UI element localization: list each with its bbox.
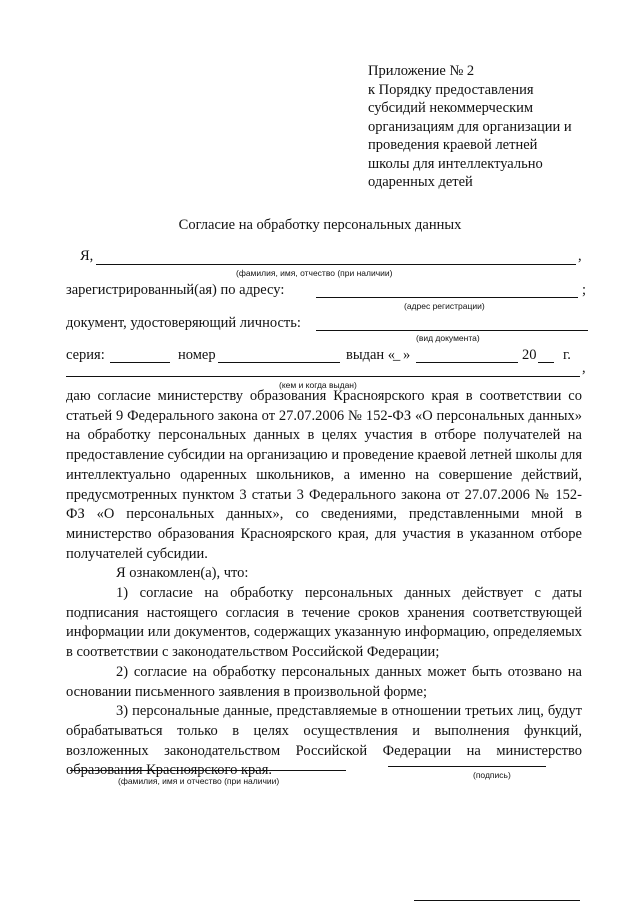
registered-label: зарегистрированный(ая) по адресу: xyxy=(66,282,285,298)
appendix-line: к Порядку предоставления xyxy=(368,81,534,98)
acknowledged-heading: Я ознакомлен(а), что: xyxy=(116,565,249,582)
address-caption: (адрес регистрации) xyxy=(404,301,485,311)
ya-comma: , xyxy=(578,248,582,264)
issued-day-field[interactable]: _ xyxy=(393,347,401,363)
issued-caption: (кем и когда выдан) xyxy=(279,380,357,390)
address-semicolon: ; xyxy=(582,282,587,298)
consent-body xyxy=(66,387,582,781)
series-field[interactable] xyxy=(110,362,170,363)
appendix-line: школы для интеллектуально xyxy=(368,155,543,172)
document-caption: (вид документа) xyxy=(416,333,480,343)
number-field[interactable] xyxy=(218,362,340,363)
consent-item-1: 1) согласие на обработку персональных данных действует с даты подписания настоящего согласия в течение сроков хранения соответствующей информации или документов, содержащих указанную информацию, определяемых в соответствии с законодательством Российской Федерации; xyxy=(66,585,582,661)
appendix-header xyxy=(368,62,572,192)
document-label: документ, удостоверяющий личность: xyxy=(66,315,301,331)
document-title: Согласие на обработку персональных данных xyxy=(178,217,462,233)
series-label: серия: xyxy=(66,347,105,363)
appendix-line: субсидий некоммерческим xyxy=(368,100,534,116)
issued-month-field[interactable] xyxy=(416,362,518,363)
appendix-line: Приложение № 2 xyxy=(368,63,475,79)
ya-label: Я, xyxy=(80,248,94,264)
document-type-field[interactable] xyxy=(316,330,588,331)
signature-field[interactable] xyxy=(388,766,546,767)
full-name-field[interactable] xyxy=(96,264,576,265)
issued-label: выдан « xyxy=(346,347,396,363)
consent-paragraph: даю согласие министерству образования Красноярского края в соответствии со статьей 9 Федерального закона от 27.07.2006 № 152-ФЗ «О персональных данных» на обработку персональных данных в целях участия в отборе получателей на предоставление субсидии на организацию и проведение краевой летней школы для интеллектуально одаренных школьников, а именно на совершение действий, предусмотренных пунктом 3 статьи 3 Федерального закона от 27.07.2006 № 152-ФЗ «О персональных данных», со сведениями, представленными мной в министерство образования Красноярского края, для участия в указанном отборе получателей субсидии. xyxy=(66,388,582,562)
number-label: номер xyxy=(178,347,216,363)
signature-name-caption: (фамилия, имя и отчество (при наличии) xyxy=(118,776,280,786)
footer-rule xyxy=(414,900,580,901)
issued-close: » xyxy=(403,347,411,363)
issued-year-field[interactable] xyxy=(538,362,554,363)
consent-item-3: 3) персональные данные, представляемые в отношении третьих лиц, будут обрабатываться только в целях осуществления и выполнения функций, возложенных законодательством Российской Федерации на министерство образования Красноярского края. xyxy=(66,703,582,779)
year-suffix: г. xyxy=(563,347,571,363)
issued-by-field[interactable] xyxy=(66,376,580,377)
issued-comma: , xyxy=(582,360,586,376)
consent-item-2: 2) согласие на обработку персональных данных может быть отозвано на основании письменного заявления в произвольной форме; xyxy=(66,663,582,700)
signature-name-field[interactable] xyxy=(70,770,346,771)
appendix-line: одаренных детей xyxy=(368,174,473,190)
signature-caption: (подпись) xyxy=(473,770,511,780)
appendix-line: организациям для организации и xyxy=(368,118,572,135)
address-field[interactable] xyxy=(316,297,578,298)
name-caption: (фамилия, имя, отчество (при наличии) xyxy=(236,268,393,278)
year-label: 20 xyxy=(522,347,537,363)
appendix-line: проведения краевой летней xyxy=(368,137,538,153)
